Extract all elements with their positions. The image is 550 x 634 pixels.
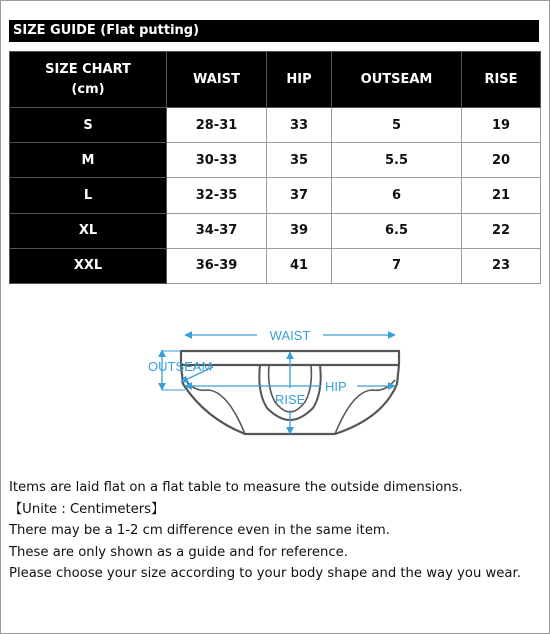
rise-cell: 21 [462,178,541,213]
hip-cell: 35 [267,143,332,178]
table-header-row [10,52,541,108]
hip-label: HIP [325,379,347,394]
rise-cell: 19 [462,108,541,143]
outseam-cell: 6 [332,178,462,213]
hip-cell: 33 [267,108,332,143]
header-size-chart [10,52,167,108]
waist-cell: 34-37 [167,213,267,248]
size-cell: L [10,178,167,213]
header-outseam: OUTSEAM [332,52,462,108]
waist-label: WAIST [269,328,311,343]
table-row [10,108,541,143]
note-line: There may be a 1-2 cm difference even in the same item. [9,523,390,538]
note-line: Please choose your size according to your body shape and the way you wear. [9,566,521,581]
size-cell: S [10,108,167,143]
page-title: SIZE GUIDE (Flat putting) [9,20,539,42]
table-row [10,178,541,213]
outseam-label: OUTSEAM [148,359,213,374]
rise-cell: 23 [462,248,541,283]
notes-section [9,477,544,585]
note-line: 【Unite : Centimeters】 [9,501,165,517]
outseam-cell: 5.5 [332,143,462,178]
size-chart-table [9,51,541,284]
rise-label: RISE [275,392,306,407]
header-size-chart-line2: (cm) [71,81,105,97]
waist-cell: 36-39 [167,248,267,283]
table-row [10,143,541,178]
waist-cell: 28-31 [167,108,267,143]
header-hip: HIP [267,52,332,108]
table-row [10,248,541,283]
header-waist: WAIST [167,52,267,108]
header-size-chart-line1: SIZE CHART [45,61,131,77]
outseam-cell: 7 [332,248,462,283]
rise-cell: 22 [462,213,541,248]
size-cell: XL [10,213,167,248]
hip-cell: 41 [267,248,332,283]
size-cell: M [10,143,167,178]
outseam-cell: 6.5 [332,213,462,248]
hip-cell: 39 [267,213,332,248]
note-line: Items are laid flat on a flat table to measure the outside dimensions. [9,480,463,495]
outseam-cell: 5 [332,108,462,143]
note-line: These are only shown as a guide and for reference. [9,544,348,560]
table-row [10,213,541,248]
waist-cell: 30-33 [167,143,267,178]
waist-cell: 32-35 [167,178,267,213]
size-cell: XXL [10,248,167,283]
hip-cell: 37 [267,178,332,213]
measurement-arrows [162,335,395,434]
rise-cell: 20 [462,143,541,178]
header-rise: RISE [462,52,541,108]
measurement-diagram [145,322,410,442]
